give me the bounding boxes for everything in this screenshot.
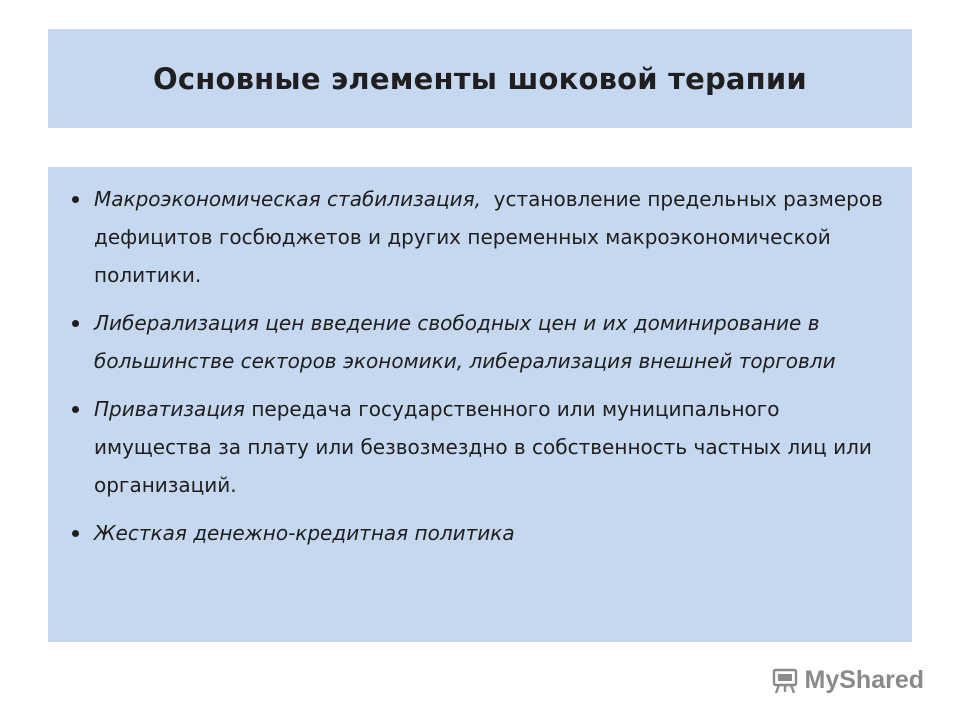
slide-title: Основные элементы шоковой терапии [153, 61, 807, 96]
bullet-item-privatization [72, 390, 888, 504]
watermark-text: MyShared [804, 666, 924, 694]
bullet-item-stabilization [72, 180, 888, 294]
bullet-list [48, 167, 912, 552]
bullet-lead: Макроэкономическая стабилизация, [94, 187, 481, 211]
bullet-lead: Приватизация [94, 397, 245, 421]
bullet-lead: Жесткая денежно-кредитная политика [94, 521, 515, 545]
bullet-dot [72, 406, 79, 413]
watermark [771, 666, 924, 695]
bullet-dot [72, 320, 79, 327]
bullet-text: передача государственного или муниципального имущества за плату или безвозмездно в собственность частных лиц или организаций. [94, 397, 879, 497]
title-box [48, 29, 912, 128]
bullet-dot [72, 196, 79, 203]
presentation-board-icon [771, 668, 799, 694]
bullet-dot [72, 530, 79, 537]
bullet-item-monetary-policy [72, 514, 888, 552]
content-box [48, 167, 912, 642]
bullet-lead: Либерализация цен введение свободных цен и их доминирование в большинстве секторов экономики, либерализация внешней торговли [94, 311, 836, 373]
bullet-text: установление предельных размеров дефицитов госбюджетов и других переменных макроэкономической политики. [94, 187, 890, 287]
bullet-item-liberalization [72, 304, 888, 380]
